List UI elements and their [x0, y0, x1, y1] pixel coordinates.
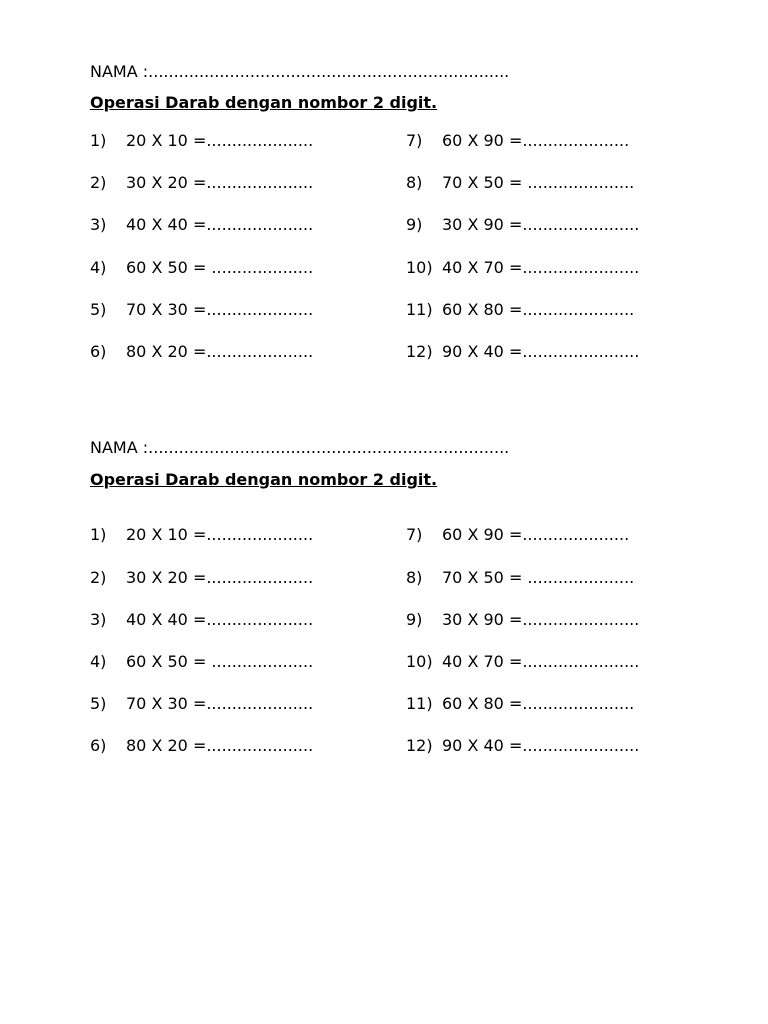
- question-3: [90, 215, 313, 234]
- question-number: 8): [406, 173, 423, 192]
- question-6: [90, 342, 313, 361]
- question-9: [406, 610, 639, 629]
- question-number: 11): [406, 300, 433, 319]
- question-text: 70 X 50 = .....................: [442, 173, 635, 192]
- question-text: 90 X 40 =.......................: [442, 736, 640, 755]
- question-10: [406, 652, 639, 671]
- question-4: [90, 652, 313, 671]
- question-text: 60 X 50 = ....................: [126, 652, 314, 671]
- question-number: 1): [90, 131, 107, 150]
- question-number: 2): [90, 568, 107, 587]
- question-number: 4): [90, 652, 107, 671]
- question-number: 6): [90, 736, 107, 755]
- question-1: [90, 131, 313, 150]
- question-text: 20 X 10 =.....................: [126, 525, 314, 544]
- question-text: 70 X 50 = .....................: [442, 568, 635, 587]
- question-text: 60 X 90 =.....................: [442, 131, 630, 150]
- question-6: [90, 736, 313, 755]
- question-12: [406, 342, 639, 361]
- question-text: 90 X 40 =.......................: [442, 342, 640, 361]
- question-text: 80 X 20 =.....................: [126, 736, 314, 755]
- question-number: 7): [406, 131, 423, 150]
- question-text: 40 X 70 =.......................: [442, 652, 640, 671]
- question-number: 4): [90, 258, 107, 277]
- question-number: 12): [406, 736, 433, 755]
- question-text: 70 X 30 =.....................: [126, 694, 314, 713]
- question-text: 40 X 40 =.....................: [126, 610, 314, 629]
- worksheet-title: Operasi Darab dengan nombor 2 digit.: [90, 93, 438, 112]
- question-number: 11): [406, 694, 433, 713]
- question-text: 30 X 90 =.......................: [442, 610, 640, 629]
- question-number: 9): [406, 610, 423, 629]
- question-number: 7): [406, 525, 423, 544]
- question-8: [406, 173, 634, 192]
- question-text: 40 X 70 =.......................: [442, 258, 640, 277]
- question-text: 30 X 90 =.......................: [442, 215, 640, 234]
- question-3: [90, 610, 313, 629]
- question-number: 9): [406, 215, 423, 234]
- question-text: 20 X 10 =.....................: [126, 131, 314, 150]
- question-5: [90, 300, 313, 319]
- question-5: [90, 694, 313, 713]
- question-number: 8): [406, 568, 423, 587]
- question-text: 70 X 30 =.....................: [126, 300, 314, 319]
- question-2: [90, 568, 313, 587]
- question-text: 30 X 20 =.....................: [126, 568, 314, 587]
- question-2: [90, 173, 313, 192]
- question-text: 40 X 40 =.....................: [126, 215, 314, 234]
- question-text: 30 X 20 =.....................: [126, 173, 314, 192]
- question-10: [406, 258, 639, 277]
- question-1: [90, 525, 313, 544]
- name-field-label: NAMA :.......................................................................: [90, 62, 510, 81]
- question-number: 10): [406, 652, 433, 671]
- question-7: [406, 131, 629, 150]
- question-8: [406, 568, 634, 587]
- question-number: 2): [90, 173, 107, 192]
- question-number: 5): [90, 694, 107, 713]
- question-number: 3): [90, 215, 107, 234]
- question-4: [90, 258, 313, 277]
- question-number: 5): [90, 300, 107, 319]
- name-field-label: NAMA :.......................................................................: [90, 438, 510, 457]
- question-text: 60 X 80 =......................: [442, 300, 635, 319]
- question-7: [406, 525, 629, 544]
- question-number: 12): [406, 342, 433, 361]
- question-number: 6): [90, 342, 107, 361]
- question-12: [406, 736, 639, 755]
- worksheet-title: Operasi Darab dengan nombor 2 digit.: [90, 470, 438, 489]
- question-text: 60 X 50 = ....................: [126, 258, 314, 277]
- question-text: 60 X 80 =......................: [442, 694, 635, 713]
- question-number: 10): [406, 258, 433, 277]
- question-number: 1): [90, 525, 107, 544]
- question-text: 80 X 20 =.....................: [126, 342, 314, 361]
- question-9: [406, 215, 639, 234]
- question-text: 60 X 90 =.....................: [442, 525, 630, 544]
- question-11: [406, 300, 634, 319]
- question-number: 3): [90, 610, 107, 629]
- question-11: [406, 694, 634, 713]
